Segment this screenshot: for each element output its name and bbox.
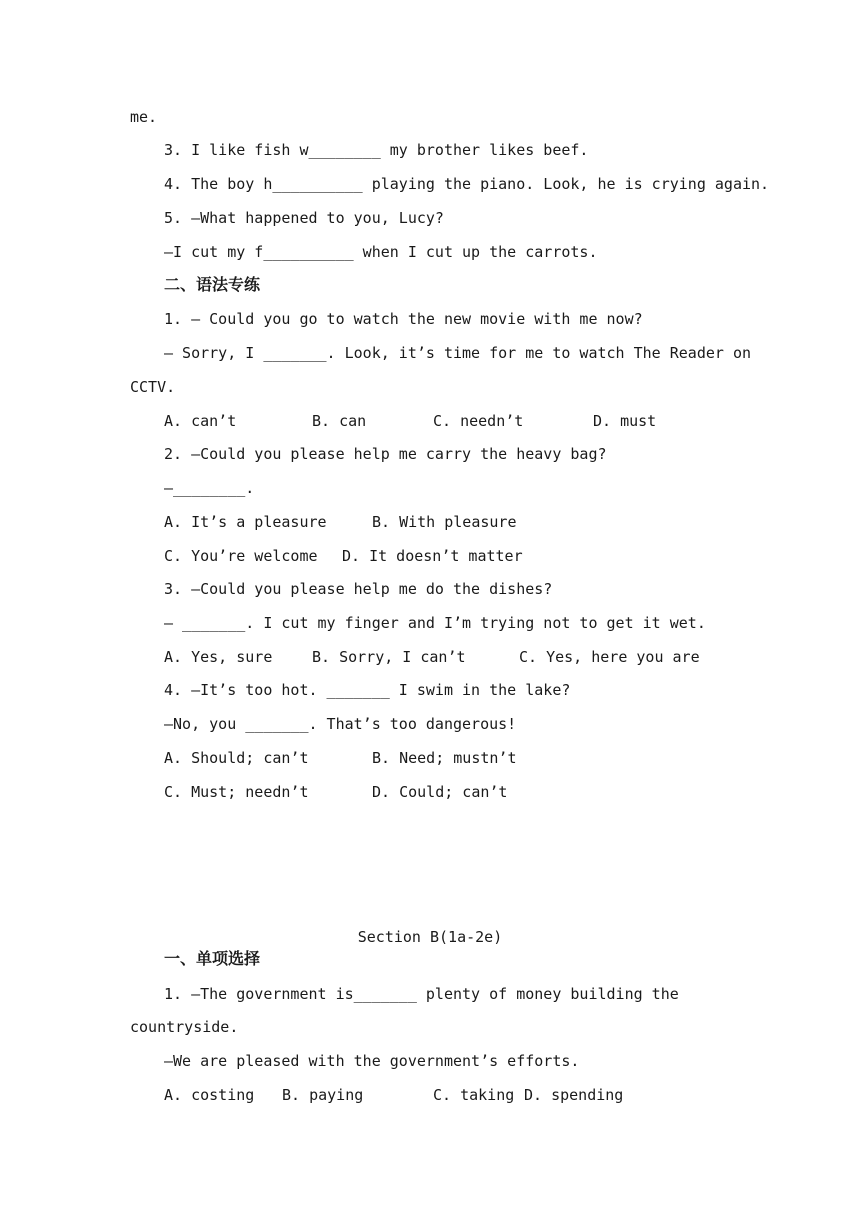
grammar-q4-stem: 4. —It’s too hot. _______ I swim in the lake? (164, 681, 571, 699)
grammar-q3-option-c: C. Yes, here you are (519, 648, 700, 666)
grammar-q2-reply: —________. (164, 479, 255, 497)
grammar-q4-reply: —No, you _______. That’s too dangerous! (164, 715, 517, 733)
sectionb-q1-option-c: C. taking (433, 1086, 515, 1104)
grammar-q4-option-a: A. Should; can’t (164, 749, 309, 767)
question-5: 5. —What happened to you, Lucy? (164, 209, 444, 227)
question-3: 3. I like fish w________ my brother likes beef. (164, 141, 589, 159)
question-4: 4. The boy h__________ playing the piano. Look, he is crying again. (164, 175, 770, 193)
grammar-q1-stem: 1. — Could you go to watch the new movie with me now? (164, 310, 643, 328)
grammar-q2-stem: 2. —Could you please help me carry the heavy bag? (164, 445, 607, 463)
grammar-q1-option-d: D. must (593, 412, 657, 430)
grammar-q3-option-b: B. Sorry, I can’t (312, 648, 466, 666)
grammar-q1-option-b: B. can (312, 412, 367, 430)
grammar-q2-option-d: D. It doesn’t matter (342, 547, 523, 565)
grammar-q3-option-a: A. Yes, sure (164, 648, 273, 666)
grammar-q3-reply: — _______. I cut my finger and I’m trying not to get it wet. (164, 614, 706, 632)
sectionb-q1-stem: 1. —The government is_______ plenty of money building the (164, 985, 679, 1003)
section-heading-single-choice: 一、单项选择 (164, 949, 261, 968)
grammar-q2-option-b: B. With pleasure (372, 513, 517, 531)
continued-text: me. (130, 108, 158, 126)
sectionb-q1-option-b: B. paying (282, 1086, 364, 1104)
grammar-q1-reply-cont: CCTV. (130, 378, 176, 396)
grammar-q4-option-c: C. Must; needn’t (164, 783, 309, 801)
grammar-q1-reply: — Sorry, I _______. Look, it’s time for me to watch The Reader on (164, 344, 751, 362)
grammar-q3-stem: 3. —Could you please help me do the dishes? (164, 580, 553, 598)
grammar-q4-option-b: B. Need; mustn’t (372, 749, 517, 767)
question-5-answer: —I cut my f__________ when I cut up the carrots. (164, 243, 598, 261)
grammar-q2-option-a: A. It’s a pleasure (164, 513, 327, 531)
sectionb-q1-stem-cont: countryside. (130, 1018, 239, 1036)
grammar-q1-option-c: C. needn’t (433, 412, 524, 430)
section-heading-grammar: 二、语法专练 (164, 275, 261, 294)
grammar-q4-option-d: D. Could; can’t (372, 783, 508, 801)
grammar-q1-option-a: A. can’t (164, 412, 237, 430)
sectionb-q1-option-a: A. costing (164, 1086, 255, 1104)
sectionb-q1-option-d: D. spending (524, 1086, 624, 1104)
sectionb-q1-reply: —We are pleased with the government’s efforts. (164, 1052, 580, 1070)
section-b-title: Section B(1a-2e) (357, 928, 503, 946)
grammar-q2-option-c: C. You’re welcome (164, 547, 318, 565)
